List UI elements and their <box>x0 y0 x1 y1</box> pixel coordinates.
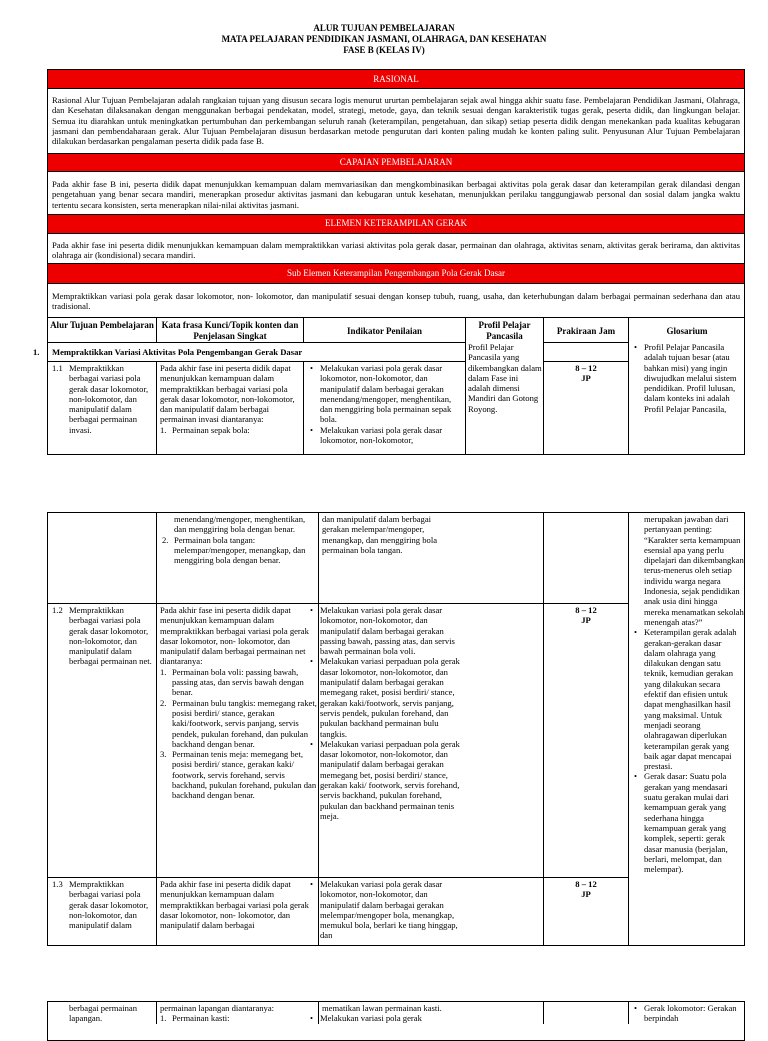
row2-k2-num: 2. <box>160 697 167 708</box>
row1-atp: Mempraktikkan berbagai variasi pola gerak dasar lokomotor, non-lokomotor, dan manipulatif dalam berbagai permainan invasi. <box>69 363 149 435</box>
header-indikator: Indikator Penilaian <box>346 326 423 336</box>
header-profil: Profil Pelajar Pancasila <box>478 320 531 341</box>
sub-elemen-text: Mempraktikkan variasi pola gerak dasar lokomotor, non- lokomotor, dan manipulatif sesuai dengan konsep tubuh, ruang, usaha, dan keterhubungan dalam berbagai permainan sederhana dan atau tradisional. <box>52 291 740 312</box>
p3-glosarium <box>632 1003 744 1024</box>
elemen-title: ELEMEN KETERAMPILAN GERAK <box>48 214 744 233</box>
p3-kata-item1: Permainan kasti: <box>172 1013 230 1024</box>
glosarium-profil-cont: merupakan jawaban dari pertanyaan penting: “Karakter serta kemampuan esensial apa yang perlu dipelajari dan dikembangkan terus-menerus oleh setiap individu warga negara Indonesia, sejak pendidikan anak usia dini hingga mereka menamatkan sekolah menengah atas?” <box>644 514 744 627</box>
row2-k1-num: 1. <box>160 666 167 677</box>
glosarium-1 <box>632 342 744 455</box>
row2-k1: Permainan bola voli: passing bawah, passing atas, dan servis bawah dengan benar. <box>172 666 304 698</box>
p3-kata-text: permainan lapangan diantaranya: <box>160 1003 275 1013</box>
elemen-text: Pada akhir fase ini peserta didik menunjukkan kemampuan dalam mempraktikkan variasi aktivitas pola gerak dasar, permainan dan olahraga, aktivitas senam, aktivitas gerak berirama, dan aktivitas olahraga air (kondisional) secara mandiri. <box>52 240 740 261</box>
row1-indikator-2: • Melakukan variasi pola gerak dasar lokomotor, non-lokomotor, <box>308 425 464 446</box>
doc-title-line2: MATA PELAJARAN PENDIDIKAN JASMANI, OLAHRAGA, DAN KESEHATAN <box>221 34 547 44</box>
p3-indikator-cont <box>308 1003 460 1024</box>
row1-jp: 8 – 12 JP <box>575 363 597 384</box>
row2-number: 1.2 <box>52 605 63 615</box>
doc-title-line3: FASE B (KELAS IV) <box>343 45 425 55</box>
glosarium-lokomotor: • Gerak lokomotor: Gerakan berpindah <box>632 1003 744 1024</box>
row2-kata-intro: Pada akhir fase ini peserta didik dapat menunjukkan kemampuan dalam mempraktikkan berbagai variasi pola gerak dasar lokomotor, non- lokomotor, dan manipulatif dalam berbagai permainan net diantaranya: <box>160 605 309 667</box>
header-atp: Alur Tujuan Pembelajaran <box>50 320 154 330</box>
row1-kata-intro: Pada akhir fase ini peserta didik dapat menunjukkan kemampuan dalam mempraktikkan berbagai variasi pola gerak dasar lokomotor, non-lokomotor, dan manipulatif dalam berbagai permainan invasi diantaranya: <box>160 363 295 425</box>
row2-atp: Mempraktikkan berbagai variasi pola gerak dasar lokomotor, non-lokomotor, dan manipulatif dalam berbagai permainan net. <box>69 605 152 667</box>
row1-kata-kunci <box>160 363 302 455</box>
rasional-title: RASIONAL <box>48 70 744 88</box>
p2-kata-item2: Permainan bola tangan: melempar/mengoper, menangkap, dan menggiring bola dengan benar. <box>174 534 306 566</box>
p3-indikator-next: • Melakukan variasi pola gerak <box>308 1013 460 1023</box>
p2-indikator-cont: dan manipulatif dalam berbagai gerakan melempar/mengoper, menangkap, dan menggiring bola permainan bola tangan. <box>322 514 438 555</box>
p2-kata-item1-cont: menendang/mengoper, menghentikan, dan menggiring bola dengan benar. <box>174 514 306 535</box>
row3-indikator-1: • Melakukan variasi pola gerak dasar lokomotor, non-lokomotor, dan manipulatif dalam berbagai gerakan melempar/mengoper bola, menangkap, memukul bola, berlari ke tiang hinggap, dan <box>308 879 460 941</box>
p3-indikator-text: mematikan lawan permainan kasti. <box>322 1003 442 1013</box>
row1-indikator-1: • Melakukan variasi pola gerak dasar lokomotor, non-lokomotor, dan manipulatif dalam berbagai gerakan menendang/mengoper, menghentikan, dan menggiring bola permainan sepak bola. <box>308 363 464 425</box>
row2-indikator-3: • Melakukan variasi perpaduan pola gerak dasar lokomotor, non-lokomotor, dan manipulatif dalam berbagai gerakan memegang bet, posisi berdiri/ stance, gerakan kaki/ footwork, servis forehand, servis backhand, pukulan forehand, pukulan dan backhand permainan tenis meja. <box>308 739 460 821</box>
profil-pancasila-text: Profil Pelajar Pancasila yang dikembangkan dalam dalam Fase ini adalah dimensi Mandiri dan Gotong Royong. <box>468 342 542 414</box>
row2-k3: Permainan tenis meja: memegang bet, posisi berdiri/ stance, gerakan kaki/ footwork, servis forehand, servis backhand, pukulan forehand, pukulan dan backhand dengan benar. <box>172 749 317 801</box>
row2-kata-kunci <box>160 605 317 877</box>
header-glosarium: Glosarium <box>666 326 708 336</box>
row1-indikator <box>308 363 464 455</box>
row2-k2: Permainan bulu tangkis: memegang raket, posisi berdiri/ stance, gerakan kaki/footwork, servis panjang, servis pendek, pukulan forehand, dan pukulan backhand dengan benar. <box>172 697 317 749</box>
header-prakiraan: Prakiraan Jam <box>556 326 616 336</box>
capaian-title: CAPAIAN PEMBELAJARAN <box>48 153 744 171</box>
row2-jp: 8 – 12 JP <box>575 605 597 626</box>
row3-jp: 8 – 12 JP <box>575 879 597 900</box>
p3-kata-item1-num: 1. <box>160 1013 167 1024</box>
glosarium-profil: • Profil Pelajar Pancasila adalah tujuan besar (atau bahkan misi) yang ingin diwujudkan melalui sistem pendidikan. Profil lulusan, dalam konteks ini adalah Profil Pelajar Pancasila, <box>632 342 744 414</box>
p3-atp-cont: berbagai permainan lapangan. <box>69 1003 137 1024</box>
row1-kata-item1-num: 1. <box>160 424 167 435</box>
doc-title-line1: ALUR TUJUAN PEMBELAJARAN <box>313 23 455 33</box>
glosarium-keterampilan-gerak: • Keterampilan gerak adalah gerakan-gerakan dasar dalam olahraga yang dilakukan dengan satu teknik, kemudian gerakan yang dilakukan secara efektif dan efisien untuk dapat menghasilkan hasil yang maksimal. Untuk menjadi seorang olahragawan diperlukan keterampilan gerak yang baik agar dapat mencapai prestasi. <box>632 627 744 771</box>
group-title: Mempraktikkan Variasi Aktivitas Pola Pengembangan Gerak Dasar <box>52 347 303 357</box>
row2-k3-num: 3. <box>160 749 167 760</box>
glosarium-2 <box>632 514 744 944</box>
glosarium-gerak-dasar: • Gerak dasar: Suatu pola gerakan yang mendasari suatu gerakan mulai dari kemampuan gerak yang sederhana hingga kemampuan gerak yang komplek, seperti: gerak dasar manusia (berjalan, berlari, melompat, dan melempar). <box>632 771 744 874</box>
row1-number: 1.1 <box>52 363 63 373</box>
sub-elemen-title: Sub Elemen Keterampilan Pengembangan Pola Gerak Dasar <box>48 263 744 283</box>
row3-indikator <box>308 879 460 945</box>
row3-kata-kunci: Pada akhir fase ini peserta didik dapat menunjukkan kemampuan dalam mempraktikkan berbagai variasi pola gerak dasar lokomotor, non- lokomotor, dan manipulatif dalam berbagai <box>160 879 309 931</box>
p2-kata-cont <box>162 514 317 565</box>
rasional-text: Rasional Alur Tujuan Pembelajaran adalah rangkaian tujuan yang disusun secara logis menurut ururtan pembelajaran sejak awal hingga akhir suatu fase. Pembelajaran Pendidikan Jasmani, Olahraga, dan Kesehatan dilaksanakan dengan menggunakan berbagai pendekatan, model, strategi, metode, gaya, dan teknik sesuai dengan karakteristik tugas gerak, peserta didik, dan lingkungan belajar. Semua itu diarahkan untuk meningkatkan pertumbuhan dan perkembangan seluruh ranah (keterampilan, pengetahuan, dan sikap) setiap peserta didik dengan menekankan pada kualitas kebugaran jasmani dan pembendaharaan gerak. Alur Tujuan Pembelajaran disusun berdasarkan metode pengurutan dari konten paling mudah ke konten paling sulit. Penyusunan Alur Tujuan Pembelajaran dilakukan berdasarkan pengalaman peserta didik pada fase B. <box>52 95 740 147</box>
row1-kata-item1: Permainan sepak bola: <box>172 424 250 435</box>
row2-indikator-2: • Melakukan variasi perpaduan pola gerak dasar lokomotor, non-lokomotor, dan manipulatif dalam berbagai gerakan memegang raket, posisi berdiri/ stance, gerakan kaki/footwork, servis panjang, servis pendek, pukulan forehand, dan pukulan backhand permainan bulu tangkis. <box>308 656 460 738</box>
row2-indikator-1: • Melakukan variasi pola gerak dasar lokomotor, non-lokomotor, dan manipulatif dalam berbagai gerakan passing bawah, passing atas, dan servis bawah permainan bola voli. <box>308 605 460 656</box>
row3-atp: Mempraktikkan berbagai variasi pola gerak dasar lokomotor, non-lokomotor, dan manipulatif dalam <box>69 879 149 931</box>
p3-kata-cont <box>160 1003 317 1024</box>
row2-indikator <box>308 605 460 877</box>
capaian-text: Pada akhir fase B ini, peserta didik dapat menunjukkan kemampuan dalam memvariasikan dan mengkombinasikan berbagai aktivitas pola gerak dasar dan keterampilan gerak dilandasi dengan pengetahuan yang benar secara mandiri, menerapkan prosedur aktivitas jasmani dan kebugaran untuk kesehatan, menunjukkan perilaku tanggungjawab personal dan sosial dalam jangka waktu tertentu secara konsisten, serta menerapkan nilai-nilai aktivitas jasmani. <box>52 179 740 210</box>
p2-kata-item2-num: 2. <box>162 534 169 545</box>
header-kata-kunci: Kata frasa Kunci/Topik konten dan Penjelasan Singkat <box>161 320 299 341</box>
row3-number: 1.3 <box>52 879 63 889</box>
group-number: 1. <box>33 347 40 357</box>
